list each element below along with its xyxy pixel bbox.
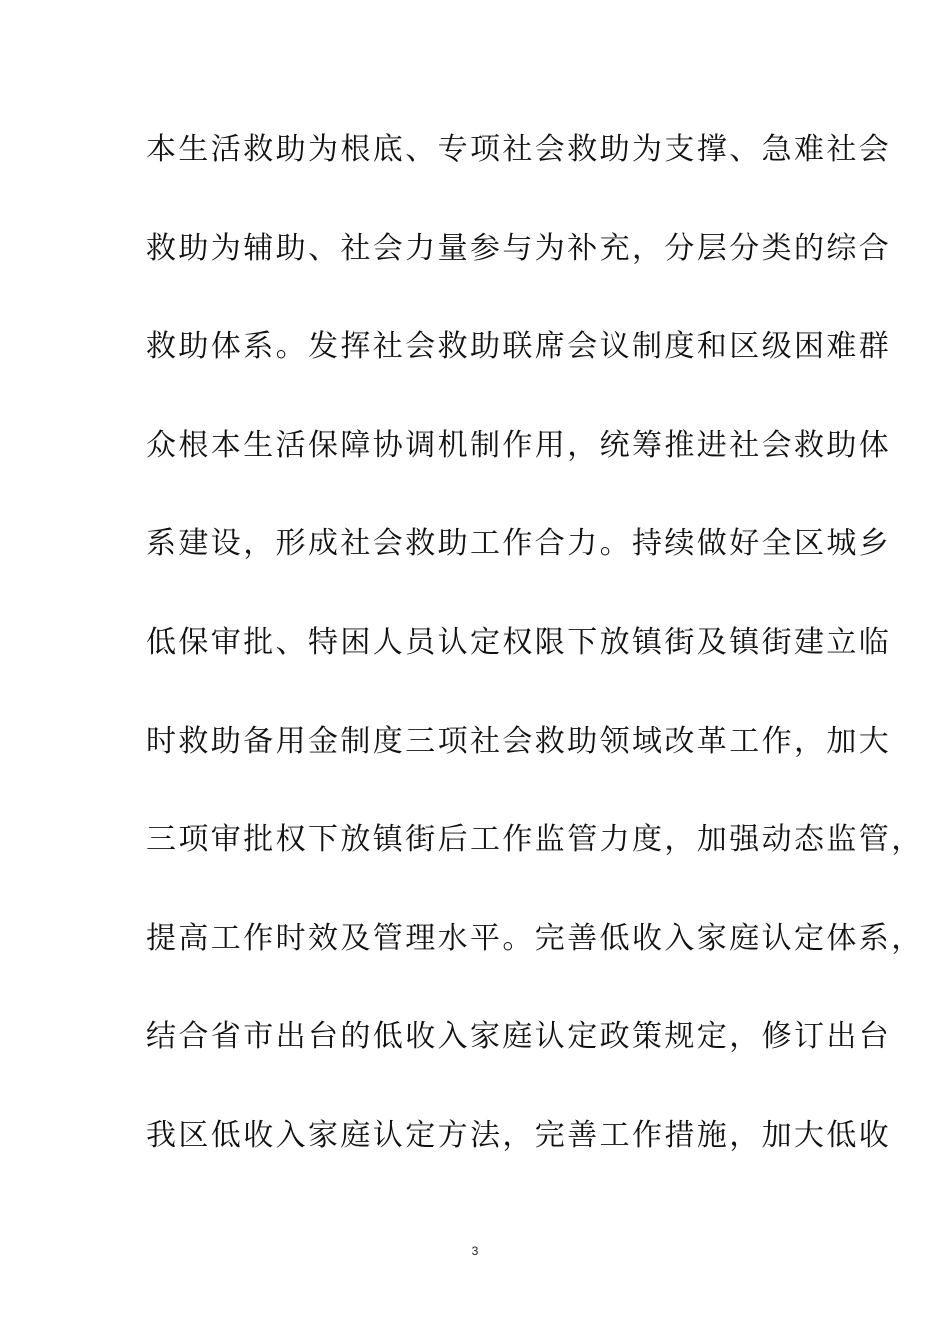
page-number: 3 xyxy=(471,1244,479,1258)
text-line-2: 救助为辅助、社会力量参与为补充，分层分类的综合 xyxy=(146,230,892,266)
body-text xyxy=(146,122,924,1207)
text-line-11: 我区低收入家庭认定方法，完善工作措施，加大低收 xyxy=(146,1117,892,1153)
text-line-8: 三项审批权下放镇街后工作监管力度，加强动态监管， xyxy=(146,822,924,858)
text-line-1: 本生活救助为根底、专项社会救助为支撑、急难社会 xyxy=(146,132,892,167)
text-line-7: 时救助备用金制度三项社会救助领域改革工作，加大 xyxy=(146,723,892,759)
text-line-4: 众根本生活保障协调机制作用，统筹推进社会救助体 xyxy=(146,427,892,463)
text-line-10: 结合省市出台的低收入家庭认定政策规定，修订出台 xyxy=(146,1019,892,1055)
text-line-9: 提高工作时效及管理水平。完善低收入家庭认定体系， xyxy=(146,920,924,956)
text-line-6: 低保审批、特困人员认定权限下放镇街及镇街建立临 xyxy=(146,624,892,660)
text-line-5: 系建设，形成社会救助工作合力。持续做好全区城乡 xyxy=(146,526,892,562)
text-line-3: 救助体系。发挥社会救助联席会议制度和区级困难群 xyxy=(146,329,892,365)
